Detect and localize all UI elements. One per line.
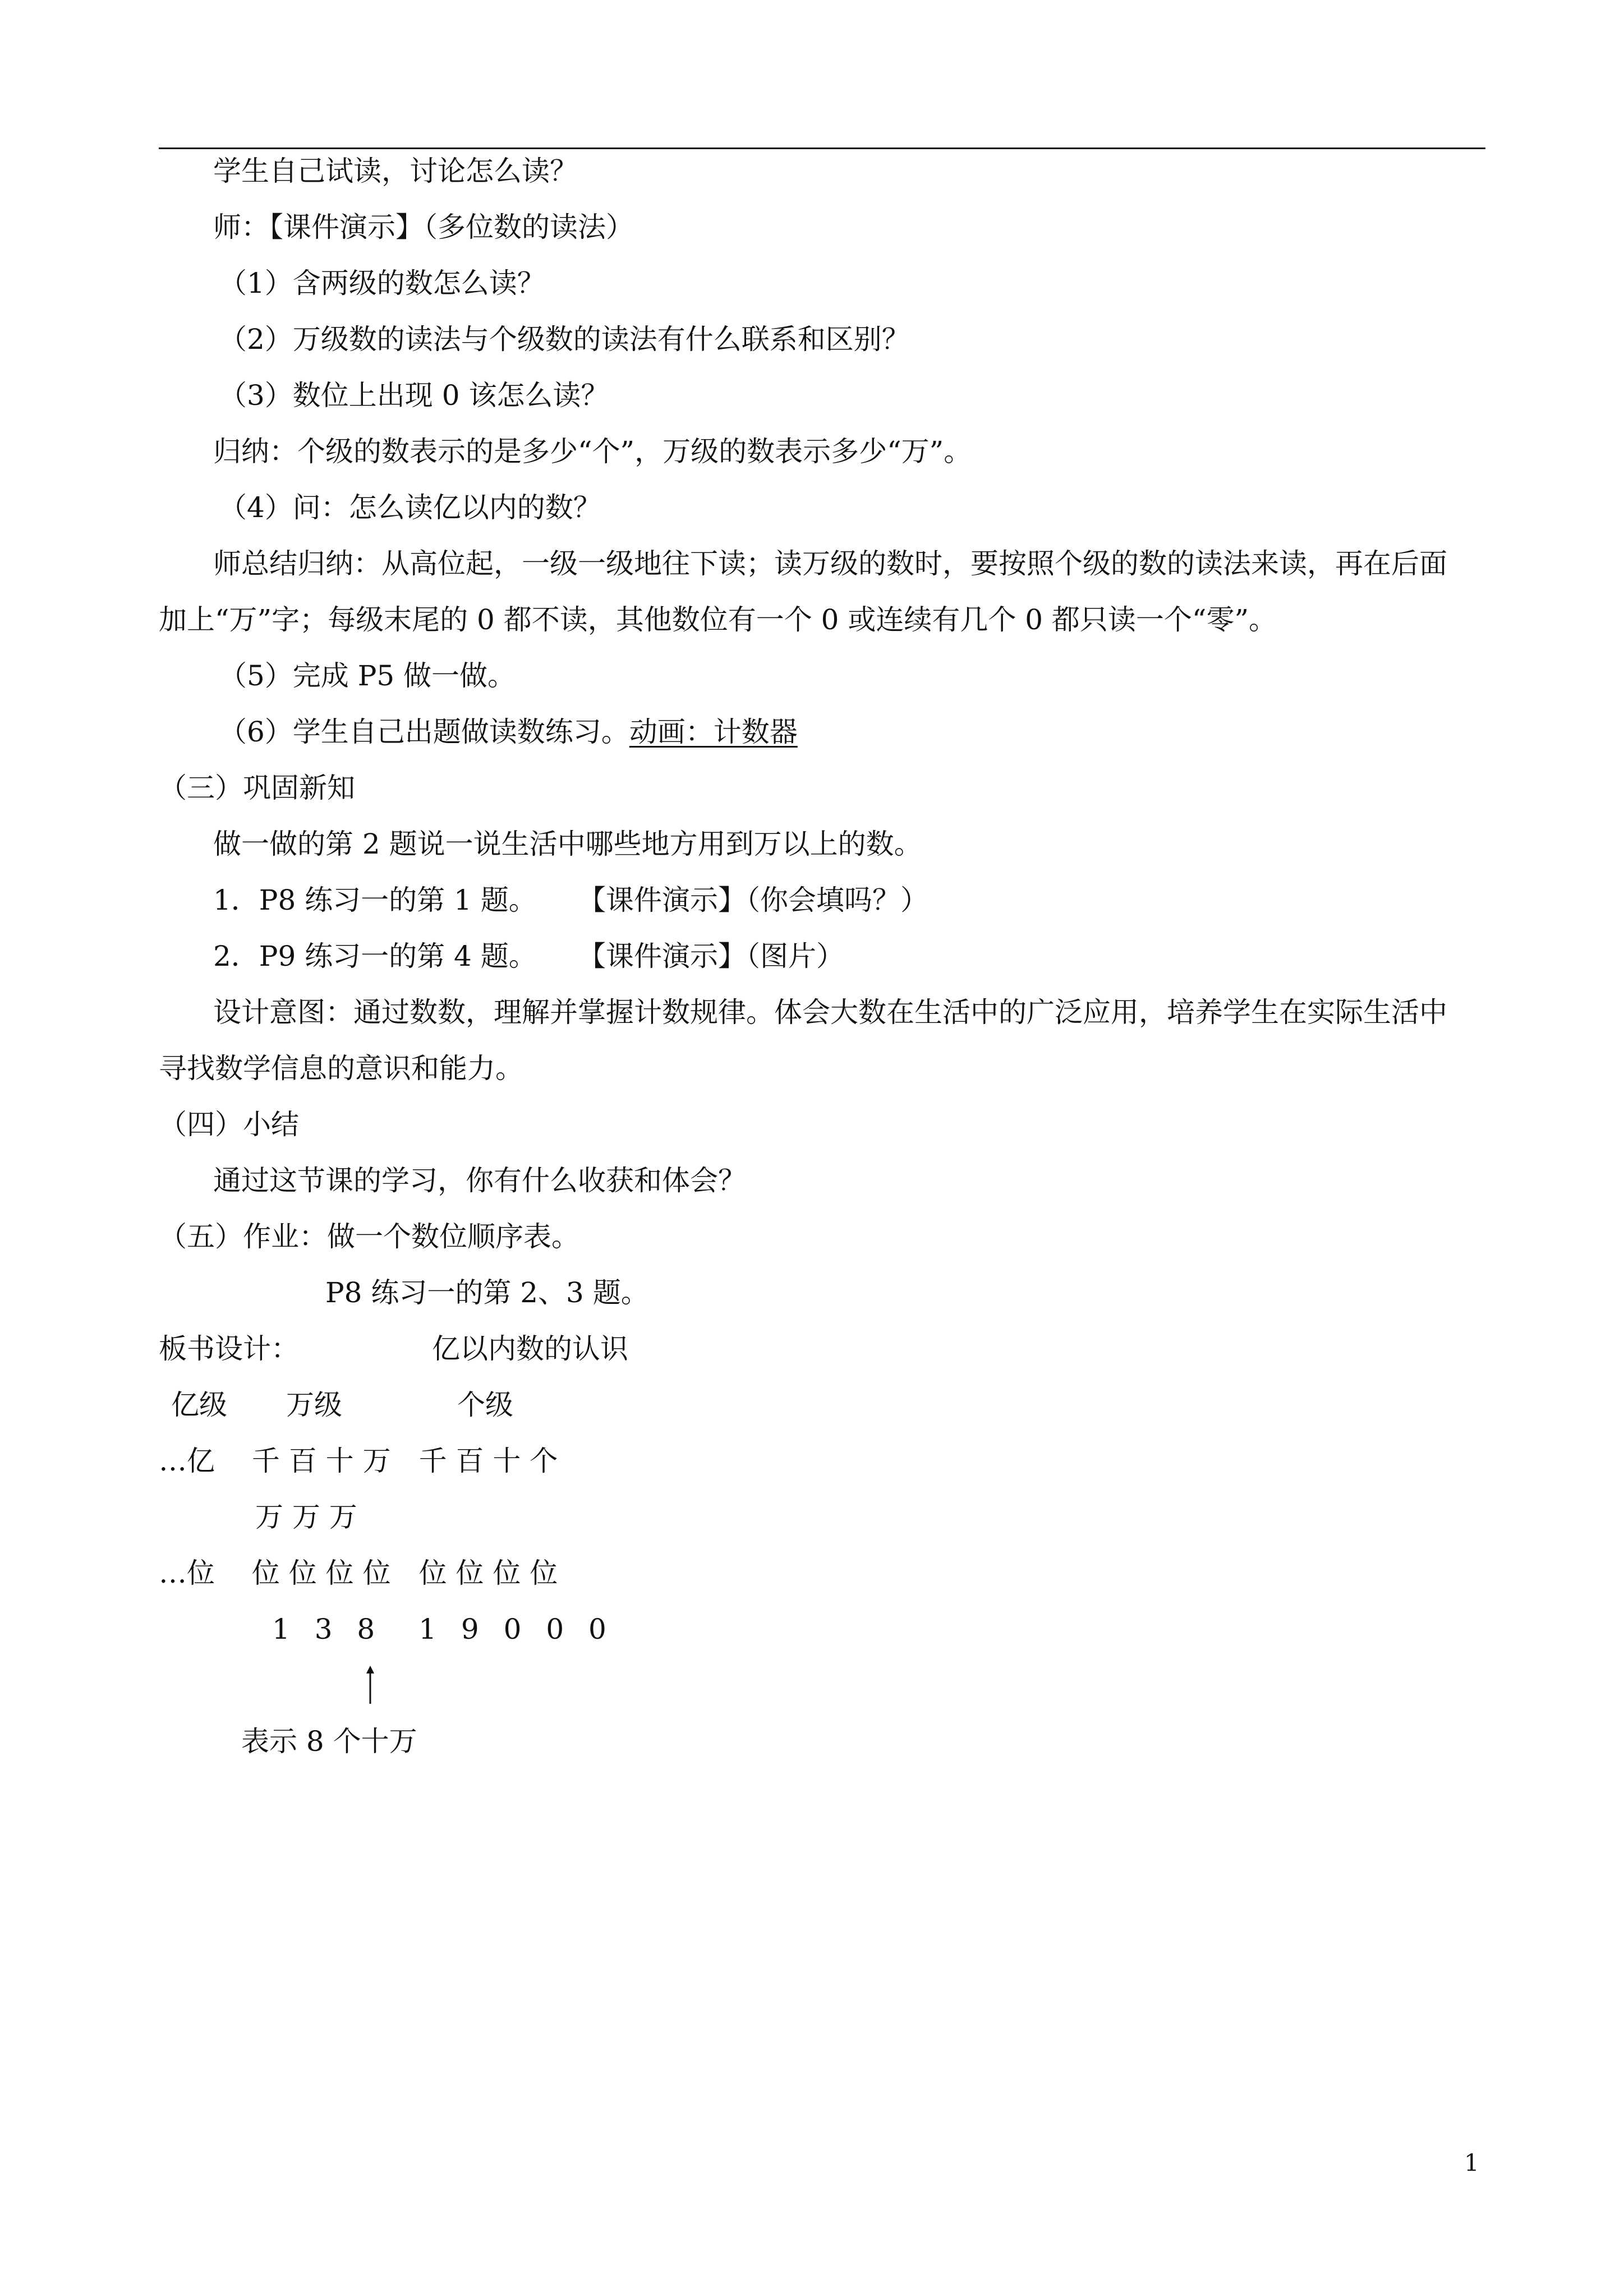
section-heading: （四）小结 <box>159 1108 299 1141</box>
page-number: 1 <box>1464 2149 1479 2177</box>
place-units-row: …亿 千 百 十 万 千 百 十 个 <box>159 1445 558 1477</box>
text-line-main: （6）学生自己出题做读数练习。 <box>219 716 629 748</box>
text-line: 设计意图：通过数数，理解并掌握计数规律。体会大数在生活中的广泛应用，培养学生在实际生活中 <box>213 996 1447 1029</box>
text-line: （5）完成 P5 做一做。 <box>219 660 516 692</box>
header-rule <box>159 147 1485 149</box>
text-line: （2）万级数的读法与个级数的读法有什么联系和区别？ <box>219 323 910 356</box>
text-line: 寻找数学信息的意识和能力。 <box>159 1052 523 1085</box>
up-arrow-icon <box>365 1666 376 1705</box>
place-wei-row: …位 位 位 位 位 位 位 位 位 <box>159 1557 558 1589</box>
text-line: 归纳：个级的数表示的是多少“个”，万级的数表示多少“万”。 <box>213 435 972 468</box>
text-line-main: 1．P8 练习一的第 1 题。 <box>213 884 537 916</box>
grade-label: 亿级 <box>171 1389 227 1421</box>
text-line <box>213 880 928 920</box>
text-line: 加上“万”字；每级末尾的 0 都不读，其他数位有一个 0 或连续有几个 0 都只读一个“零”。 <box>159 603 1277 636</box>
board-title: 亿以内数的认识 <box>432 1333 628 1365</box>
text-line <box>219 712 798 751</box>
text-line-tail: 【课件演示】（图片） <box>578 940 844 972</box>
grade-label: 万级 <box>286 1389 342 1421</box>
text-line: 学生自己试读，讨论怎么读？ <box>213 155 578 187</box>
text-line: （3）数位上出现 0 该怎么读？ <box>219 379 609 412</box>
animation-counter-link[interactable]: 动画：计数器 <box>629 716 798 748</box>
text-line: 做一做的第 2 题说一说生活中哪些地方用到万以上的数。 <box>213 828 922 860</box>
place-wan-row: 万 万 万 <box>255 1501 357 1533</box>
board-design-label: 板书设计： <box>159 1333 299 1365</box>
text-line: （1）含两级的数怎么读？ <box>219 267 545 299</box>
grade-label: 个级 <box>457 1389 513 1421</box>
text-line: 师总结归纳：从高位起，一级一级地往下读；读万级的数时，要按照个级的数的读法来读，再在后面 <box>213 547 1447 580</box>
text-line: 通过这节课的学习，你有什么收获和体会？ <box>213 1164 746 1197</box>
arrow-note: 表示 8 个十万 <box>241 1725 417 1758</box>
text-line-main: 2．P9 练习一的第 4 题。 <box>213 940 537 972</box>
text-line <box>213 937 844 976</box>
example-number: 1 3 8 1 9 0 0 0 <box>272 1613 614 1645</box>
section-heading: （三）巩固新知 <box>159 772 355 804</box>
text-line: （4）问：怎么读亿以内的数？ <box>219 491 601 524</box>
text-line-tail: 【课件演示】（你会填吗？） <box>578 884 928 916</box>
text-line: P8 练习一的第 2、3 题。 <box>325 1276 649 1309</box>
section-heading: （五）作业：做一个数位顺序表。 <box>159 1220 579 1253</box>
text-line: 师：【课件演示】（多位数的读法） <box>213 211 634 243</box>
